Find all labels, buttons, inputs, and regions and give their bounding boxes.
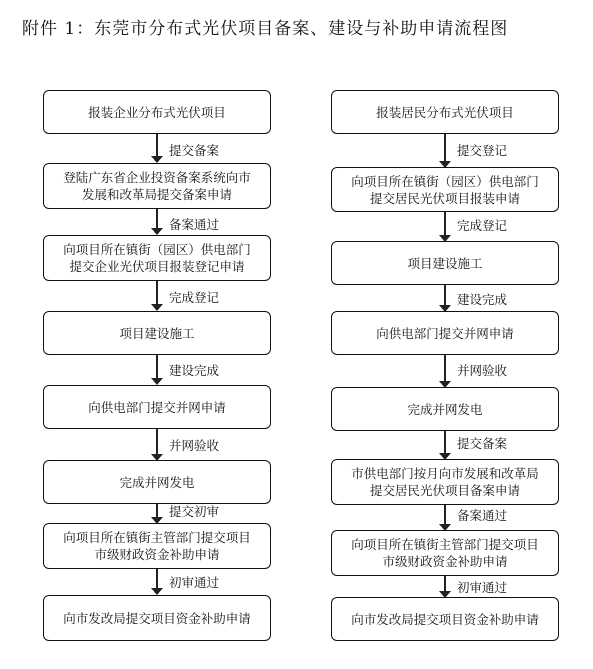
right-connector-6 (444, 505, 446, 525)
left-connector-4 (156, 355, 158, 379)
right-step-5: 完成并网发电 (331, 387, 559, 431)
right-connector-7 (444, 576, 446, 592)
right-edge-label-2: 完成登记 (457, 218, 508, 233)
residential-flow (331, 0, 559, 669)
right-step-3: 项目建设施工 (331, 241, 559, 285)
left-step-1: 报装企业分布式光伏项目 (43, 90, 271, 134)
right-connector-2 (444, 212, 446, 236)
enterprise-flow (43, 0, 271, 669)
right-step-7: 向项目所在镇街主管部门提交项目 市级财政资金补助申请 (331, 530, 559, 576)
left-edge-label-5: 并网验收 (169, 438, 220, 453)
left-step-6: 完成并网发电 (43, 460, 271, 504)
left-connector-2 (156, 209, 158, 229)
right-connector-3 (444, 285, 446, 306)
right-edge-label-3: 建设完成 (457, 292, 508, 307)
right-step-4: 向供电部门提交并网申请 (331, 311, 559, 355)
left-connector-5 (156, 429, 158, 455)
right-edge-label-5: 提交备案 (457, 436, 508, 451)
right-step-2: 向项目所在镇街（园区）供电部门 提交居民光伏项目报装申请 (331, 167, 559, 212)
left-arrow-7 (151, 588, 163, 595)
right-edge-label-1: 提交登记 (457, 143, 508, 158)
left-step-3: 向项目所在镇街（园区）供电部门 提交企业光伏项目报装登记申请 (43, 235, 271, 281)
left-arrow-4 (151, 378, 163, 385)
left-arrow-3 (151, 304, 163, 311)
left-connector-6 (156, 504, 158, 518)
left-edge-label-3: 完成登记 (169, 290, 220, 305)
left-arrow-2 (151, 228, 163, 235)
right-connector-1 (444, 134, 446, 162)
right-edge-label-7: 初审通过 (457, 580, 508, 595)
left-step-4: 项目建设施工 (43, 311, 271, 355)
left-step-2: 登陆广东省企业投资备案系统向市 发展和改革局提交备案申请 (43, 163, 271, 209)
right-step-8: 向市发改局提交项目资金补助申请 (331, 597, 559, 641)
left-connector-7 (156, 569, 158, 589)
right-connector-5 (444, 431, 446, 454)
page-title: 附件 1：东莞市分布式光伏项目备案、建设与补助申请流程图 (22, 19, 509, 39)
right-edge-label-6: 备案通过 (457, 508, 508, 523)
left-step-5: 向供电部门提交并网申请 (43, 385, 271, 429)
left-edge-label-7: 初审通过 (169, 575, 220, 590)
left-connector-3 (156, 281, 158, 305)
left-edge-label-6: 提交初审 (169, 504, 220, 519)
left-edge-label-1: 提交备案 (169, 143, 220, 158)
right-edge-label-4: 并网验收 (457, 363, 508, 378)
right-connector-4 (444, 355, 446, 382)
left-step-8: 向市发改局提交项目资金补助申请 (43, 595, 271, 641)
left-edge-label-2: 备案通过 (169, 217, 220, 232)
left-connector-1 (156, 134, 158, 157)
right-step-1: 报装居民分布式光伏项目 (331, 90, 559, 134)
left-edge-label-4: 建设完成 (169, 363, 220, 378)
right-step-6: 市供电部门按月向市发展和改革局 提交居民光伏项目备案申请 (331, 459, 559, 505)
left-step-7: 向项目所在镇街主管部门提交项目 市级财政资金补助申请 (43, 523, 271, 569)
left-arrow-1 (151, 156, 163, 163)
